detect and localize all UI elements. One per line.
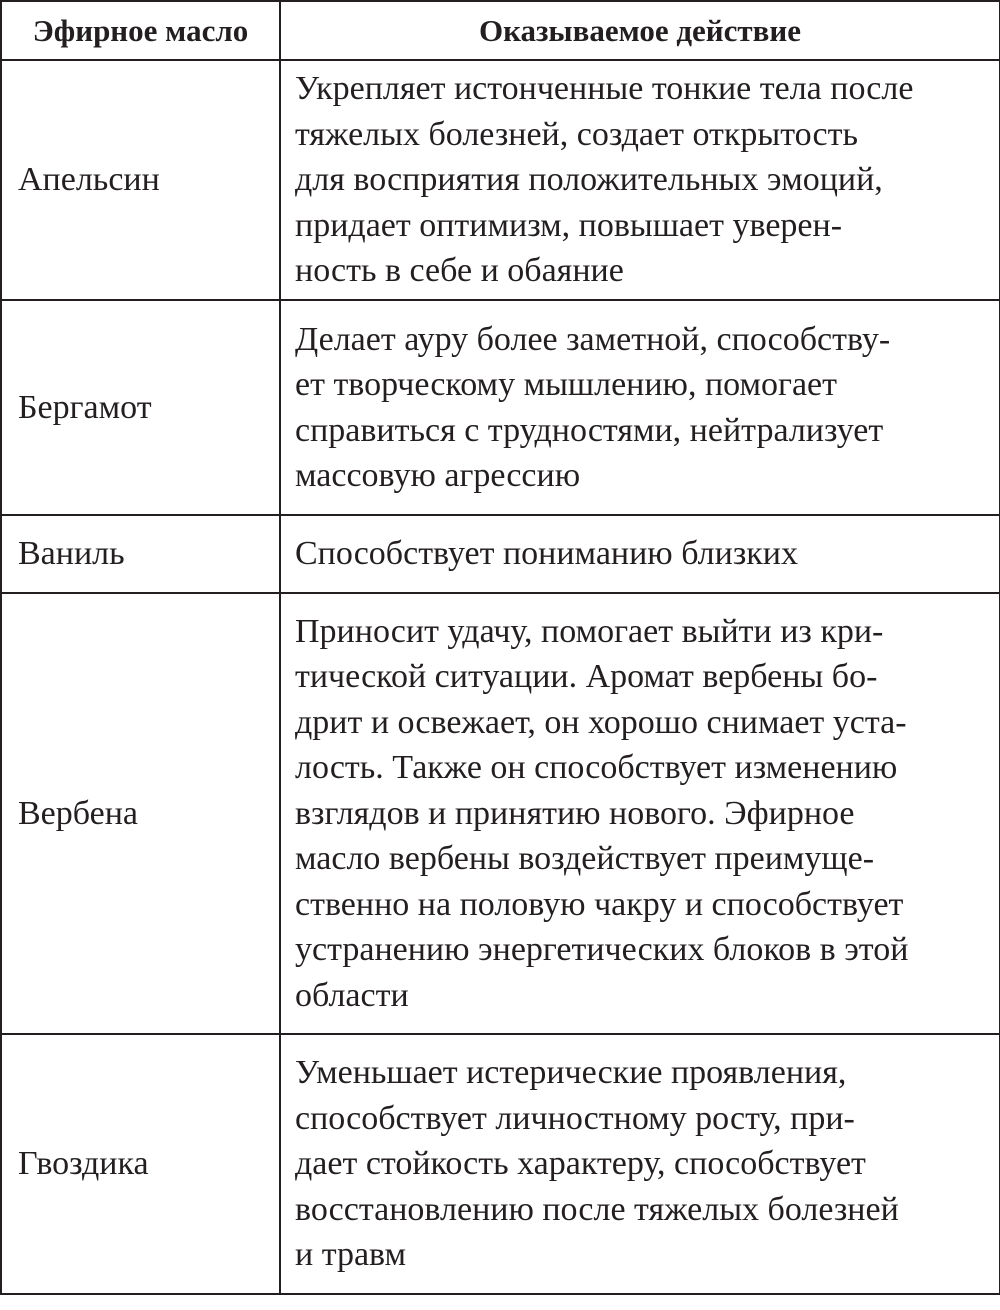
table-row [1, 60, 1000, 300]
table-row [1, 515, 1000, 593]
effect-line: Приносит удачу, помогает выйти из кри- [295, 612, 884, 650]
effect-line: Уменьшает истерические проявления, [295, 1054, 847, 1092]
oil-effect [280, 1034, 1000, 1294]
effect-line: и травм [295, 1236, 407, 1274]
oil-name: Бергамот [1, 300, 280, 515]
effect-line: придает оптимизм, повышает уверен- [295, 206, 843, 244]
effect-line: способствует личностному росту, при- [295, 1099, 855, 1137]
effect-line: Делает ауру более заметной, способству- [295, 320, 891, 358]
header-effect: Оказываемое действие [280, 1, 1000, 60]
effect-line: для восприятия положительных эмоций, [295, 161, 883, 199]
effect-line: дает стойкость характеру, способствует [295, 1145, 866, 1183]
oil-name: Апельсин [1, 60, 280, 300]
effect-line: Способствует пониманию близких [295, 535, 798, 573]
table-row [1, 300, 1000, 515]
effect-line: тяжелых болезней, создает открытость [295, 115, 858, 153]
effect-line: восстановлению после тяжелых болезней [295, 1190, 899, 1228]
effect-line: устранению энергетических блоков в этой [295, 931, 909, 969]
oil-effect [280, 515, 1000, 593]
effect-line: Укрепляет истонченные тонкие тела после [295, 70, 914, 108]
oil-name: Ваниль [1, 515, 280, 593]
table-row [1, 1034, 1000, 1294]
header-oil: Эфирное масло [1, 1, 280, 60]
effect-line: ет творческому мышлению, помогает [295, 366, 838, 403]
effect-line: масло вербены воздействует преимуще- [295, 840, 875, 878]
effect-line: лость. Также он способствует изменению [295, 749, 898, 787]
effect-line: тической ситуации. Аромат вербены бо- [295, 658, 878, 696]
oil-name: Вербена [1, 593, 280, 1034]
table-header-row [1, 1, 1000, 60]
effect-line: ственно на половую чакру и способствует [295, 885, 904, 923]
effect-line: справиться с трудностями, нейтрализует [295, 411, 884, 449]
oil-effect [280, 60, 1000, 300]
effect-line: ность в себе и обаяние [295, 252, 624, 290]
table-row [1, 593, 1000, 1034]
oil-effect [280, 593, 1000, 1034]
effect-line: массовую агрессию [295, 457, 581, 494]
effect-line: области [295, 976, 409, 1014]
oil-effect [280, 300, 1000, 515]
effect-line: дрит и освежает, он хорошо снимает уста- [295, 703, 907, 741]
oil-name: Гвоздика [1, 1034, 280, 1294]
effect-line: взглядов и принятию нового. Эфирное [295, 794, 855, 832]
